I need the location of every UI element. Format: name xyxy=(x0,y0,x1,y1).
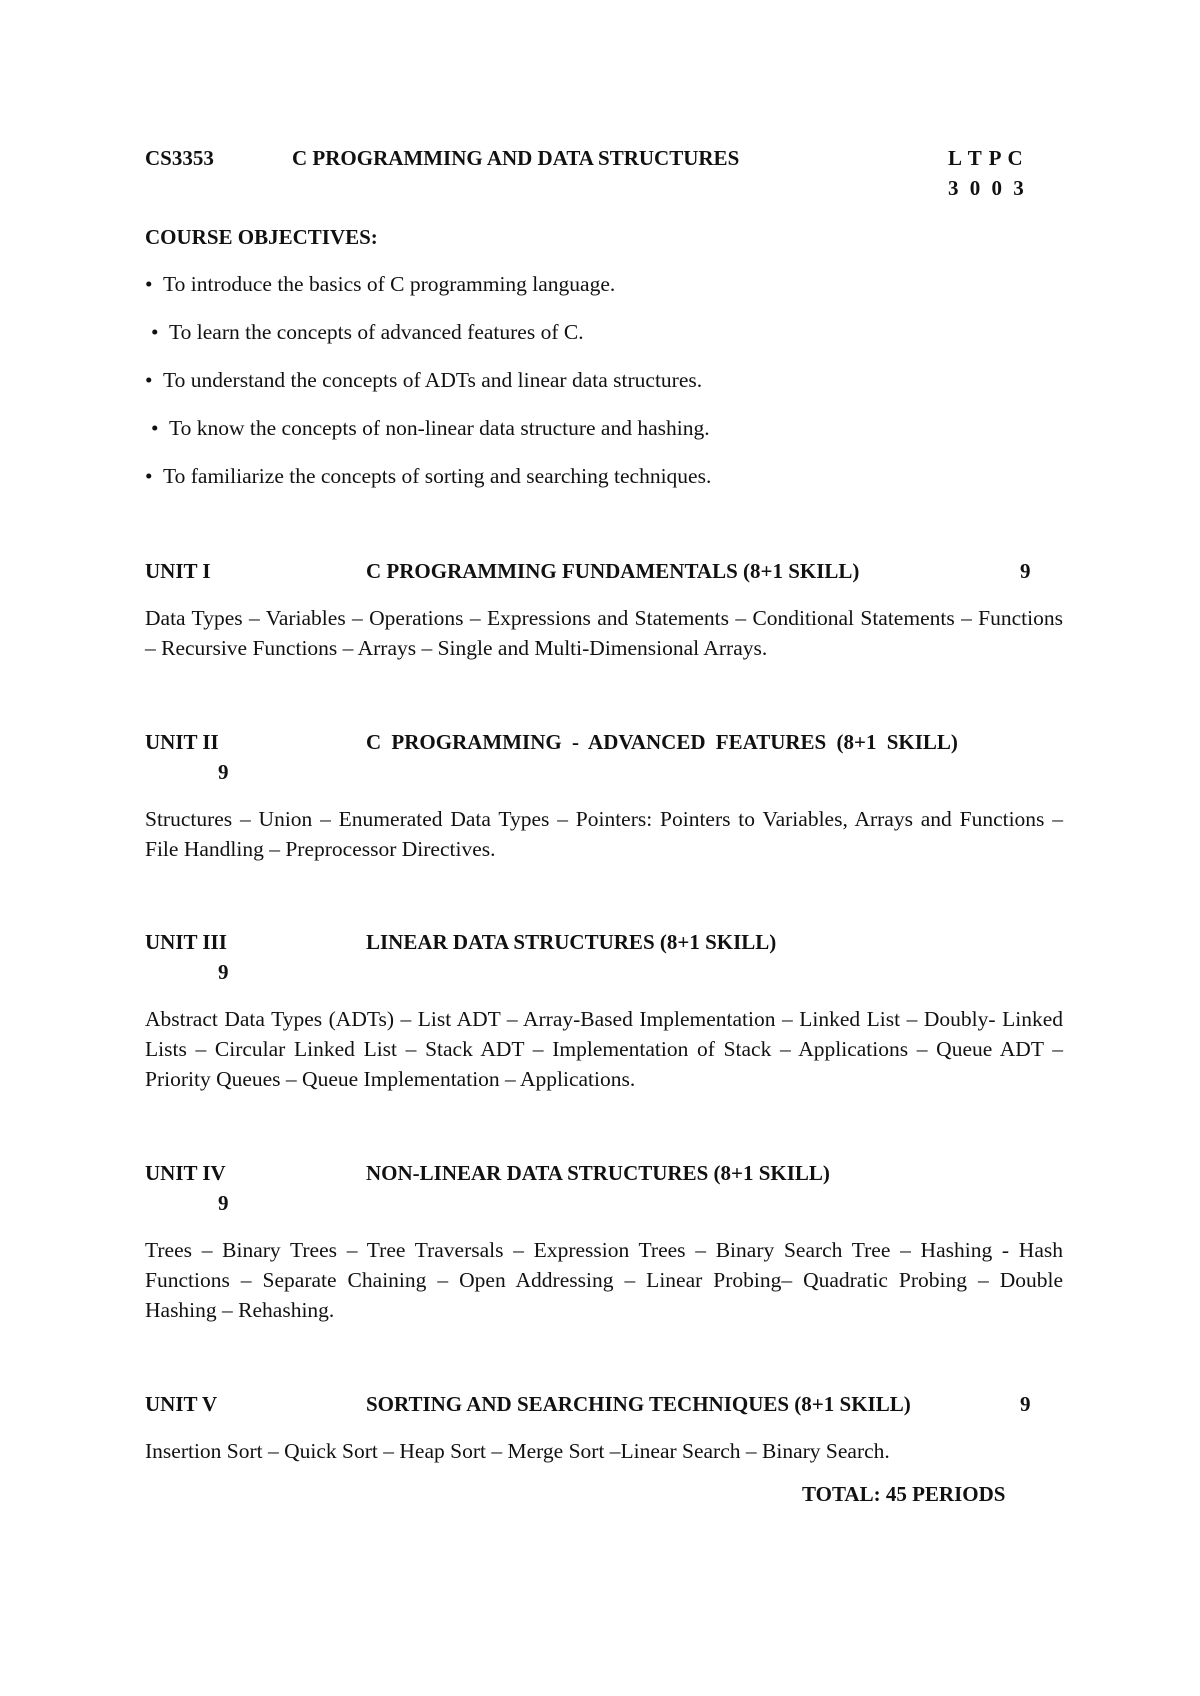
unit-content: Insertion Sort – Quick Sort – Heap Sort – Merge Sort –Linear Search – Binary Search. xyxy=(145,1439,890,1463)
bullet-icon: • xyxy=(151,416,159,440)
unit-content: Trees – Binary Trees – Tree Traversals – Expression Trees – Binary Search Tree – Hashing - Hash Functions – Separate Chaining – Open Addressing – Linear Probing– Quadratic Probing – Double Hashing – Rehashing. xyxy=(145,1238,1063,1322)
objective-item xyxy=(145,464,711,489)
unit-hours: 9 xyxy=(218,960,229,984)
unit-hours: 9 xyxy=(218,760,229,784)
unit-title: C PROGRAMMING - ADVANCED FEATURES (8+1 SKILL) xyxy=(366,730,958,754)
objective-item xyxy=(151,320,584,345)
unit-title: NON-LINEAR DATA STRUCTURES (8+1 SKILL) xyxy=(366,1161,830,1185)
unit-label: UNIT II xyxy=(145,730,219,754)
unit-content: Structures – Union – Enumerated Data Types – Pointers: Pointers to Variables, Arrays and Functions – File Handling – Preprocessor Directives. xyxy=(145,807,1063,861)
unit-label: UNIT V xyxy=(145,1392,218,1416)
objective-text: To learn the concepts of advanced features of C. xyxy=(169,320,584,344)
unit-hours: 9 xyxy=(1020,1392,1031,1416)
unit-label: UNIT III xyxy=(145,930,227,954)
bullet-icon: • xyxy=(145,272,153,296)
ltpc-values: 3 0 0 3 xyxy=(948,176,1027,200)
unit-label: UNIT I xyxy=(145,559,211,583)
unit-hours: 9 xyxy=(218,1191,229,1215)
unit-hours: 9 xyxy=(1020,559,1031,583)
objectives-heading: COURSE OBJECTIVES: xyxy=(145,225,378,249)
objective-text: To know the concepts of non-linear data structure and hashing. xyxy=(169,416,710,440)
unit-content: Abstract Data Types (ADTs) – List ADT – Array-Based Implementation – Linked List – Doubly- Linked Lists – Circular Linked List – Stack ADT – Implementation of Stack – Applications – Queue ADT – Priority Queues – Queue Implementation – Applications. xyxy=(145,1007,1063,1091)
objective-text: To familiarize the concepts of sorting and searching techniques. xyxy=(163,464,712,488)
total-periods: TOTAL: 45 PERIODS xyxy=(802,1482,1006,1506)
objective-text: To introduce the basics of C programming language. xyxy=(163,272,616,296)
course-title: C PROGRAMMING AND DATA STRUCTURES xyxy=(292,146,740,170)
objective-item xyxy=(151,416,710,441)
course-code: CS3353 xyxy=(145,146,214,170)
bullet-icon: • xyxy=(151,320,159,344)
unit-title: C PROGRAMMING FUNDAMENTALS (8+1 SKILL) xyxy=(366,559,860,583)
unit-label: UNIT IV xyxy=(145,1161,226,1185)
objective-text: To understand the concepts of ADTs and linear data structures. xyxy=(163,368,703,392)
ltpc-label: L T P C xyxy=(948,146,1024,170)
unit-title: SORTING AND SEARCHING TECHNIQUES (8+1 SKILL) xyxy=(366,1392,911,1416)
objective-item xyxy=(145,272,615,297)
bullet-icon: • xyxy=(145,464,153,488)
unit-title: LINEAR DATA STRUCTURES (8+1 SKILL) xyxy=(366,930,777,954)
bullet-icon: • xyxy=(145,368,153,392)
objective-item xyxy=(145,368,702,393)
unit-content: Data Types – Variables – Operations – Expressions and Statements – Conditional Statements – Functions – Recursive Functions – Arrays – Single and Multi-Dimensional Arrays. xyxy=(145,606,1063,660)
